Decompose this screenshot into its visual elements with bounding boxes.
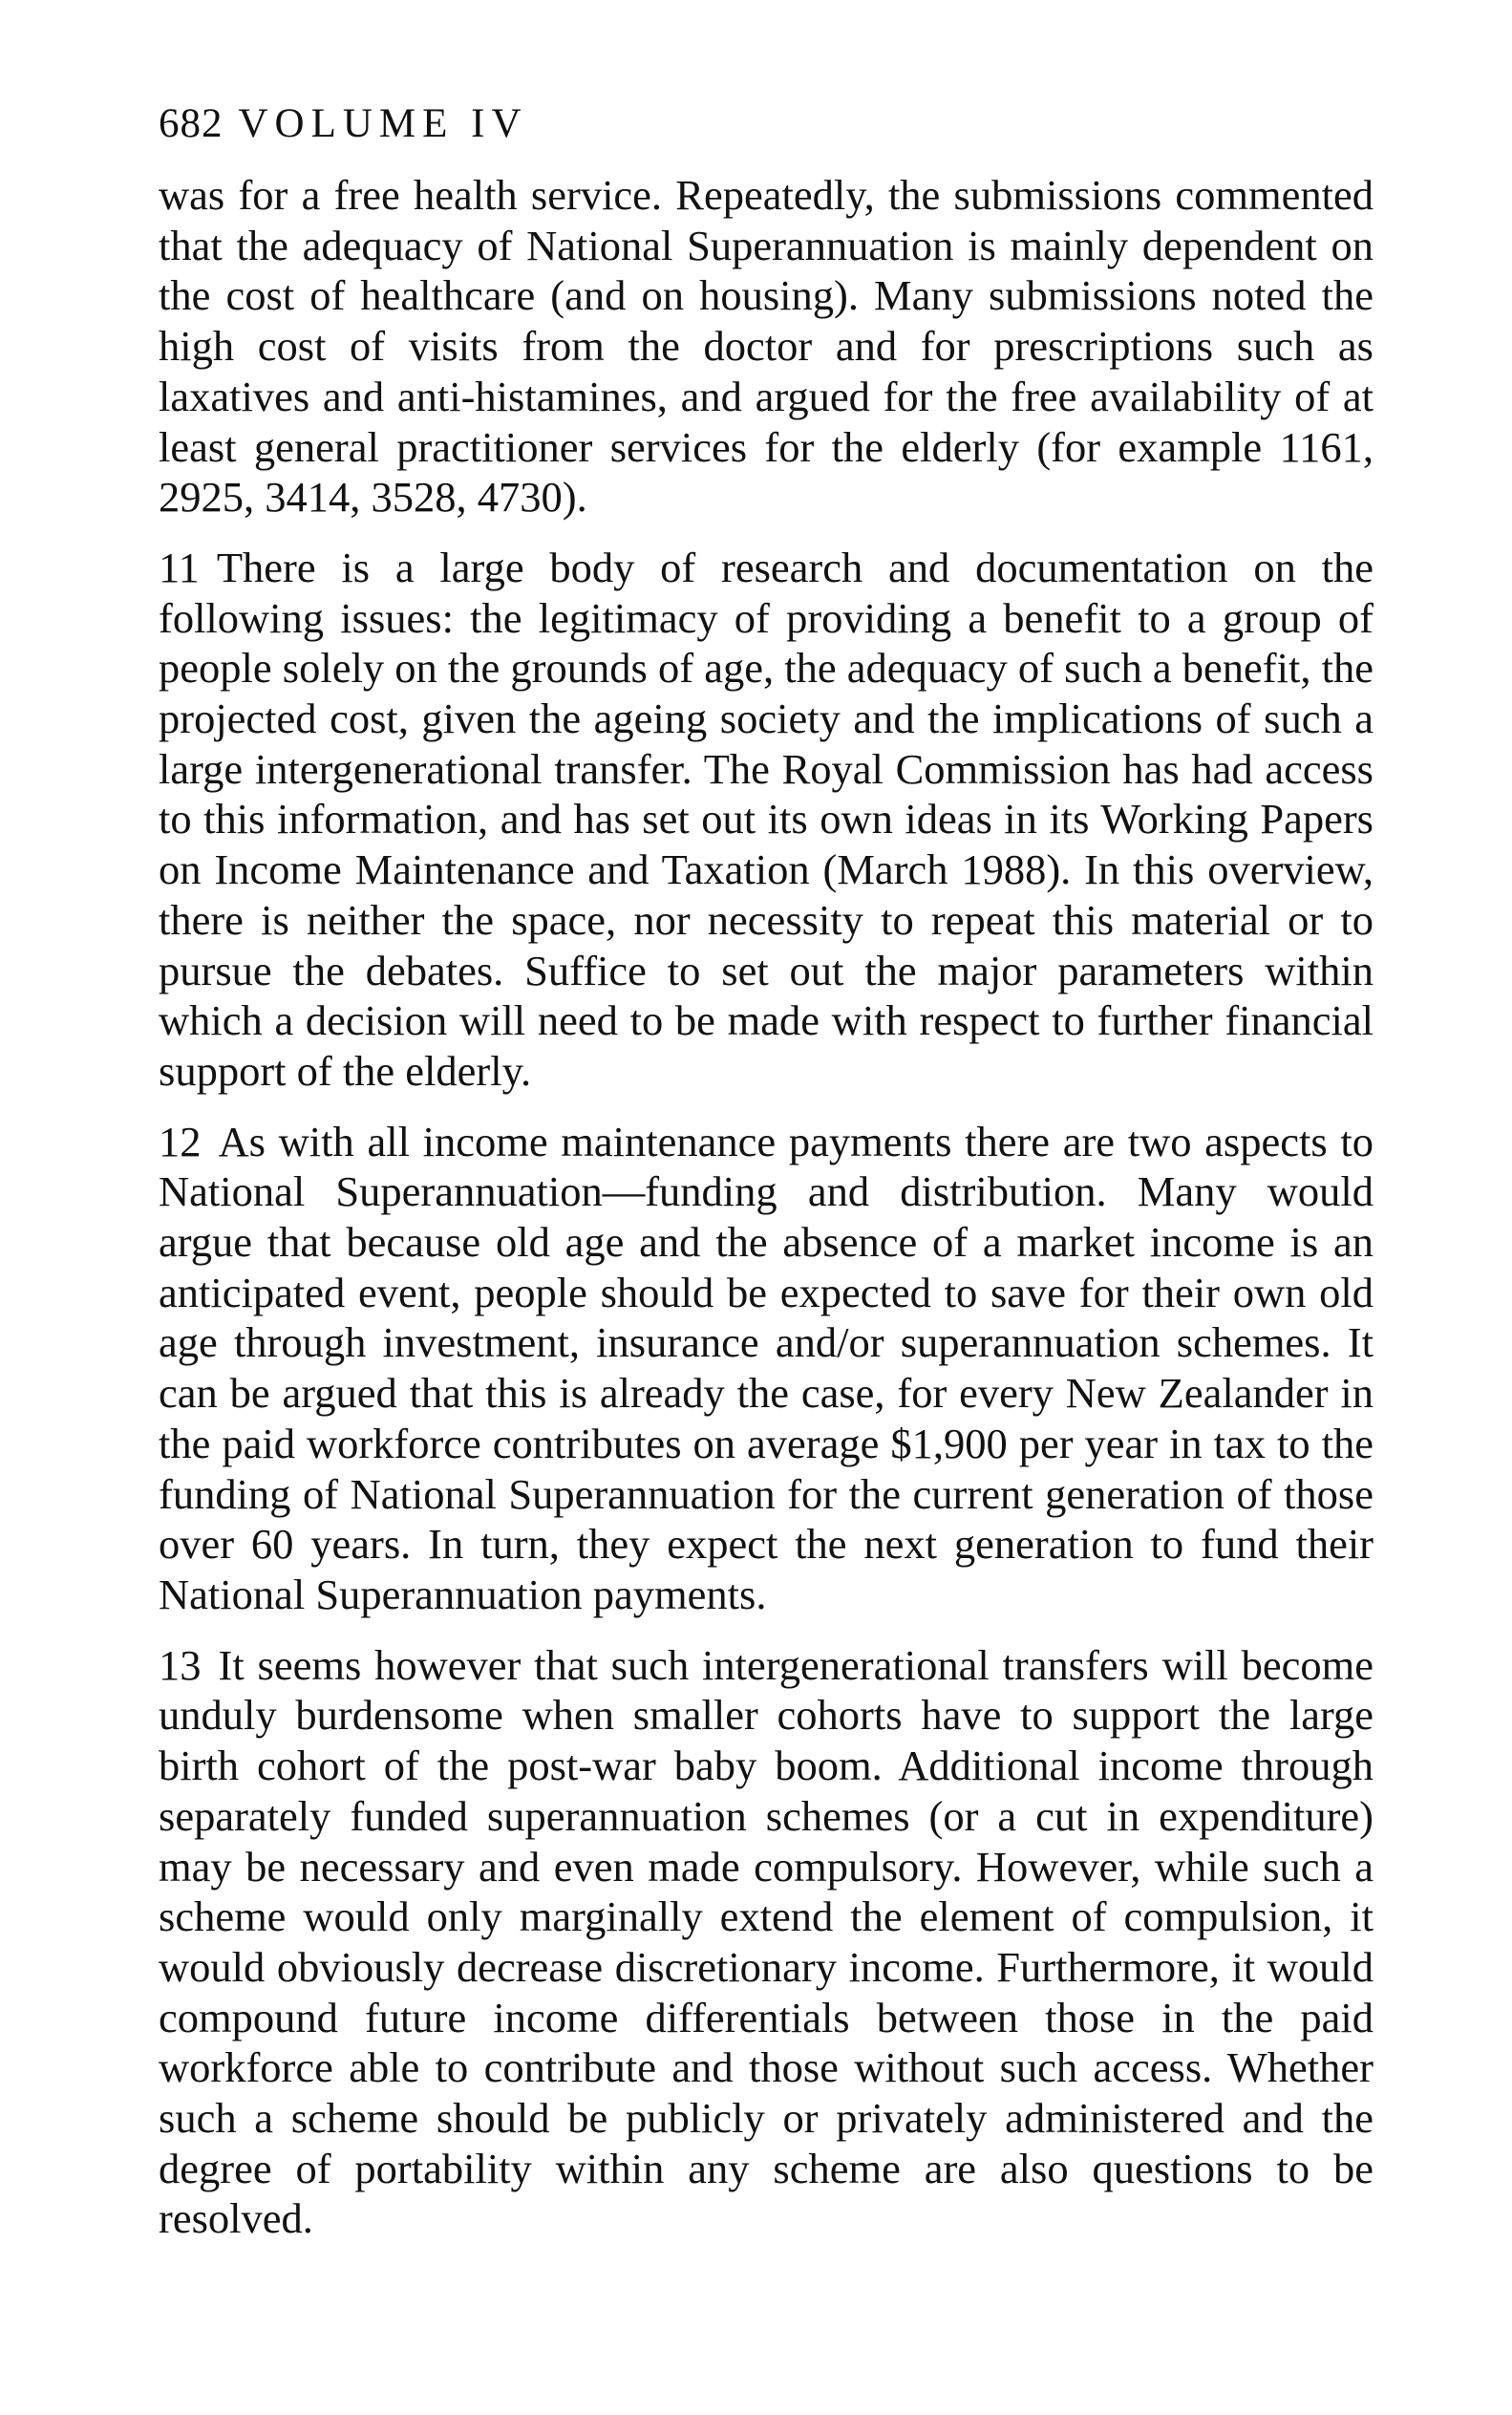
paragraph-text: It seems however that such intergenerational transfers will become unduly burdensome when smaller cohorts have to support the large birth cohort of the post-war baby boom. Additional income through separately funded superannuation schemes (or a cut in expenditure) may be necessary and even made compulsory. However, while such a scheme would only marginally extend the element of compulsion, it would obviously decrease discretionary income. Furthermore, it would compound future income differentials between those in the paid workforce able to contribute and those without such access. Whether such a scheme should be publicly or privately administered and the degree of portability within any scheme are also questions to be resolved. [159, 1640, 1374, 2243]
paragraph-11 [159, 543, 1374, 1097]
paragraph-number: 13 [159, 1640, 202, 1689]
page-number: 682 [159, 101, 224, 146]
paragraph-text: was for a free health service. Repeatedly, the submissions commented that the adequacy of National Superannuation is mainly dependent on the cost of healthcare (and on housing). Many submissions noted the high cost of visits from the doctor and for prescriptions such as laxatives and anti-histamines, and argued for the free availability of at least general practitioner services for the elderly (for example 1161, 2925, 3414, 3528, 4730). [159, 171, 1374, 522]
paragraph-number: 11 [159, 543, 200, 591]
paragraph-continued [159, 170, 1374, 523]
document-page [159, 99, 1374, 2244]
paragraph-text: There is a large body of research and documentation on the following issues: the legitimacy of providing a benefit to a group of people solely on the grounds of age, the adequacy of such a benefit, the projected cost, given the ageing society and the implications of such a large intergenerational transfer. The Royal Commission has had access to this information, and has set out its own ideas in its Working Papers on Income Maintenance and Taxation (March 1988). In this overview, there is neither the space, nor necessity to repeat this material or to pursue the debates. Suffice to set out the major parameters within which a decision will need to be made with respect to further financial support of the elderly. [159, 543, 1374, 1095]
paragraph-12 [159, 1117, 1374, 1620]
paragraph-number: 12 [159, 1117, 202, 1165]
running-head [159, 99, 1374, 149]
volume-label: VOLUME IV [238, 101, 528, 146]
paragraph-text: As with all income maintenance payments there are two aspects to National Superannuation—funding and distribution. Many would argue that because old age and the absence of a market income is an anticipated event, people should be expected to save for their own old age through investment, insurance and/or superannuation schemes. It can be argued that this is already the case, for every New Zealander in the paid workforce contributes on average $1,900 per year in tax to the funding of National Superannuation for the current generation of those over 60 years. In turn, they expect the next generation to fund their National Superannuation payments. [159, 1117, 1374, 1618]
paragraph-13 [159, 1640, 1374, 2244]
